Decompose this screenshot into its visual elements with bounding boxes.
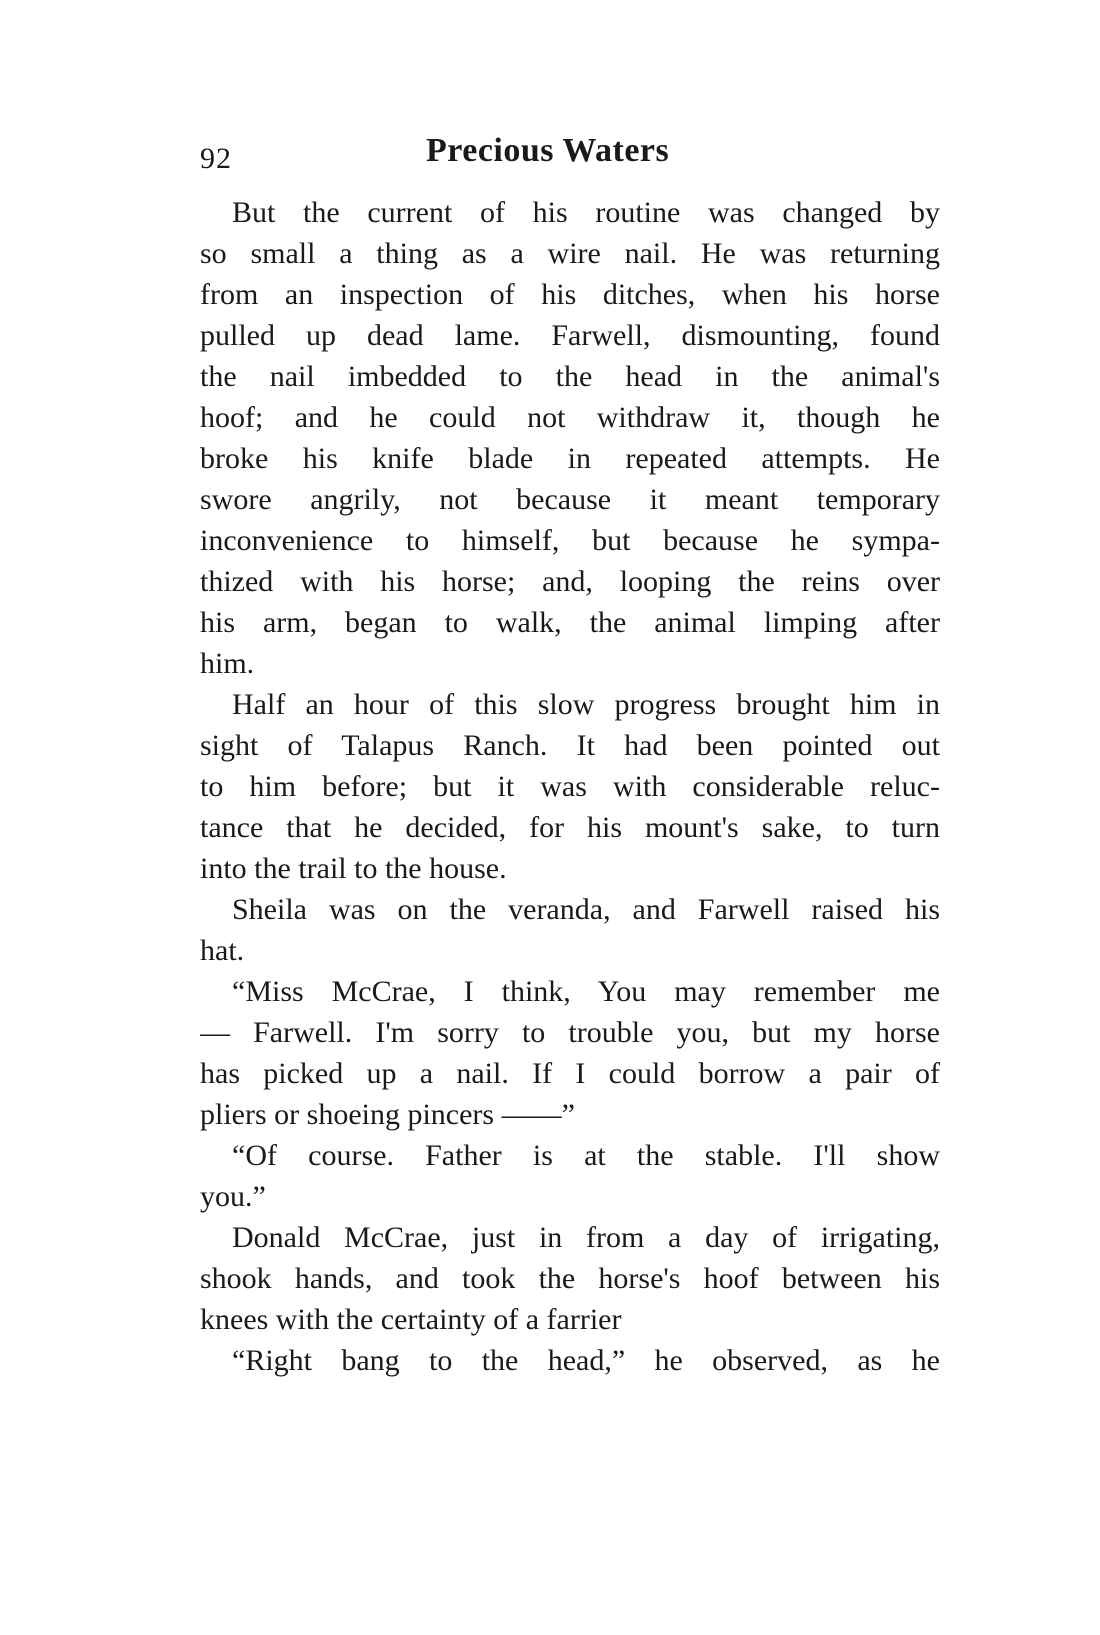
text-line: Half an hour of this slow progress brought him in: [232, 688, 940, 721]
text-line: so small a thing as a wire nail. He was returning: [200, 237, 940, 270]
text-line: knees with the certainty of a farrier: [200, 1303, 622, 1336]
text-line: — Farwell. I'm sorry to trouble you, but my horse: [200, 1016, 940, 1049]
text-line: Sheila was on the veranda, and Farwell raised his: [232, 893, 940, 926]
text-line: him.: [200, 647, 255, 680]
text-line: But the current of his routine was changed by: [232, 196, 940, 229]
page-header: [200, 132, 940, 182]
text-line: shook hands, and took the horse's hoof between his: [200, 1262, 940, 1295]
running-title: Precious Waters: [426, 132, 670, 169]
text-line: thized with his horse; and, looping the reins over: [200, 565, 940, 598]
text-line: sight of Talapus Ranch. It had been pointed out: [200, 729, 940, 762]
text-line: swore angrily, not because it meant temporary: [200, 483, 940, 516]
text-line: pliers or shoeing pincers ——”: [200, 1098, 575, 1131]
text-line: you.”: [200, 1180, 266, 1213]
text-line: has picked up a nail. If I could borrow a pair of: [200, 1057, 940, 1090]
text-line: into the trail to the house.: [200, 852, 507, 885]
text-line: Donald McCrae, just in from a day of irrigating,: [232, 1221, 940, 1254]
text-line: “Miss McCrae, I think, You may remember me: [232, 975, 940, 1008]
text-line: to him before; but it was with considerable reluc-: [200, 770, 940, 803]
text-line: broke his knife blade in repeated attempts. He: [200, 442, 940, 475]
text-line: tance that he decided, for his mount's sake, to turn: [200, 811, 940, 844]
text-line: the nail imbedded to the head in the animal's: [200, 360, 940, 393]
text-line: “Right bang to the head,” he observed, as he: [232, 1344, 940, 1377]
body-text: [200, 192, 940, 1381]
page-number: 92: [200, 142, 232, 175]
text-line: hoof; and he could not withdraw it, though he: [200, 401, 940, 434]
text-line: pulled up dead lame. Farwell, dismounting, found: [200, 319, 940, 352]
text-line: from an inspection of his ditches, when his horse: [200, 278, 940, 311]
text-line: inconvenience to himself, but because he sympa-: [200, 524, 940, 557]
text-line: “Of course. Father is at the stable. I'll show: [232, 1139, 940, 1172]
text-line: his arm, began to walk, the animal limping after: [200, 606, 940, 639]
text-line: hat.: [200, 934, 245, 967]
